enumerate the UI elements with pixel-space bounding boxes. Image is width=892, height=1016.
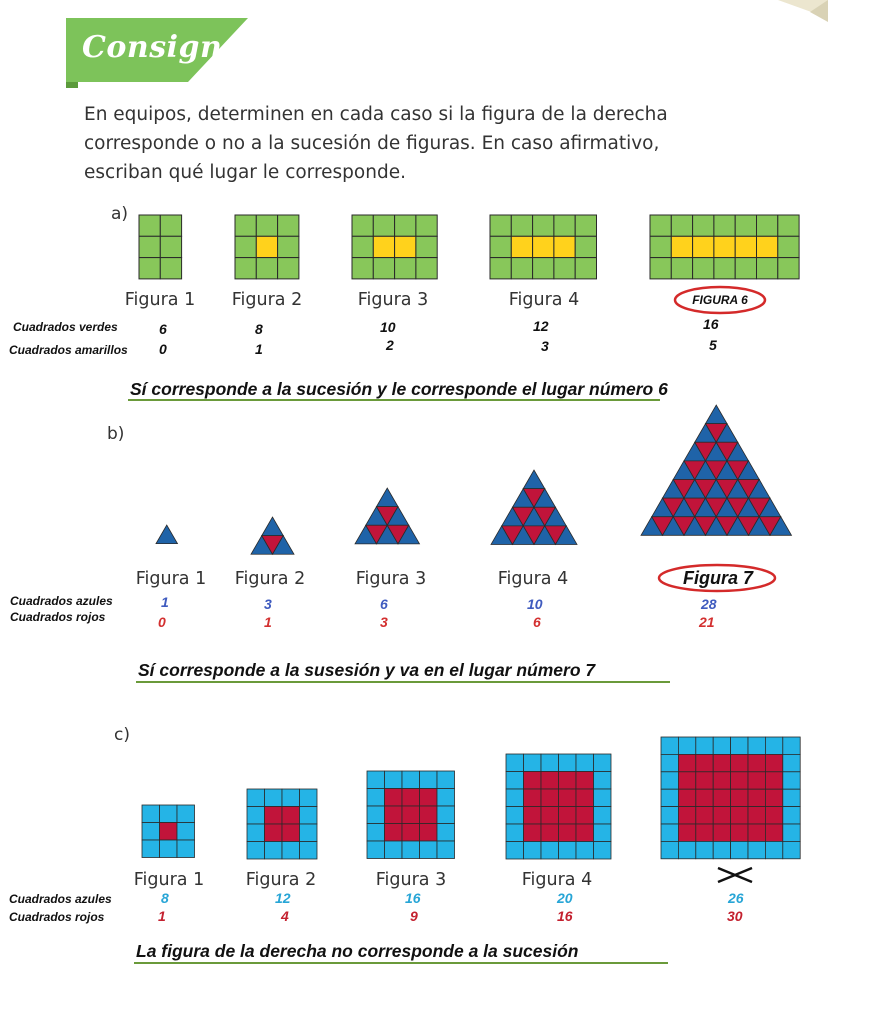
blue-square bbox=[367, 789, 385, 807]
yellow-square bbox=[256, 236, 277, 257]
blue-square bbox=[524, 842, 542, 860]
red-square bbox=[696, 772, 713, 789]
red-square bbox=[576, 772, 594, 790]
blue-square bbox=[282, 842, 300, 860]
red-square bbox=[678, 772, 695, 789]
red-square bbox=[576, 789, 594, 807]
section-b-figure-2-label: Figura 2 bbox=[234, 569, 306, 589]
red-square bbox=[420, 824, 438, 842]
blue-square bbox=[594, 754, 612, 772]
green-square bbox=[235, 258, 256, 279]
blue-square bbox=[142, 840, 160, 858]
blue-square bbox=[506, 754, 524, 772]
section-c-blue-value: 16 bbox=[405, 890, 421, 906]
section-c-figure-4-label: Figura 4 bbox=[521, 870, 593, 890]
section-b-answer: Sí corresponde a la susesión y va en el lugar número 7 bbox=[138, 660, 596, 680]
red-square bbox=[748, 754, 765, 771]
section-c-blue-label: Cuadrados azules bbox=[9, 892, 112, 906]
blue-square bbox=[367, 806, 385, 824]
section-c-red-label: Cuadrados rojos bbox=[9, 910, 105, 924]
yellow-square bbox=[511, 236, 532, 257]
blue-triangle bbox=[706, 405, 728, 424]
section-b-figure-7-label: Figura 7 bbox=[682, 568, 753, 588]
blue-square bbox=[594, 842, 612, 860]
blue-square bbox=[594, 789, 612, 807]
blue-square bbox=[300, 842, 318, 860]
red-square bbox=[576, 807, 594, 825]
blue-square bbox=[177, 823, 195, 841]
red-square bbox=[541, 789, 559, 807]
blue-triangle bbox=[156, 525, 178, 544]
red-square bbox=[541, 807, 559, 825]
section-a-green-value: 16 bbox=[703, 316, 719, 332]
yellow-square bbox=[533, 236, 554, 257]
blue-square bbox=[713, 737, 730, 754]
green-square bbox=[373, 258, 394, 279]
green-square bbox=[554, 258, 575, 279]
blue-square bbox=[247, 807, 265, 825]
blue-square bbox=[506, 842, 524, 860]
red-square bbox=[748, 772, 765, 789]
section-c-blue-value: 12 bbox=[275, 890, 291, 906]
blue-square bbox=[300, 789, 318, 807]
blue-square bbox=[594, 824, 612, 842]
red-square bbox=[282, 807, 300, 825]
section-b-red-value: 3 bbox=[380, 614, 388, 630]
section-b-answer-underline bbox=[136, 681, 670, 683]
green-square bbox=[575, 215, 596, 236]
yellow-square bbox=[735, 236, 756, 257]
red-square bbox=[420, 806, 438, 824]
green-square bbox=[714, 258, 735, 279]
red-square bbox=[731, 772, 748, 789]
section-b-red-value: 0 bbox=[158, 614, 166, 630]
blue-square bbox=[142, 805, 160, 823]
section-c-figure-right bbox=[660, 736, 801, 860]
section-b-red-value: 21 bbox=[699, 614, 715, 630]
section-b-figure-3 bbox=[354, 487, 421, 545]
green-square bbox=[256, 215, 277, 236]
green-square bbox=[533, 258, 554, 279]
section-b-red-label: Cuadrados rojos bbox=[10, 610, 106, 624]
section-a-figure-3 bbox=[351, 214, 438, 280]
section-a-figure-2 bbox=[234, 214, 300, 280]
blue-square bbox=[420, 841, 438, 859]
green-square bbox=[671, 258, 692, 279]
blue-square bbox=[265, 842, 283, 860]
red-square bbox=[265, 824, 283, 842]
section-c-figure-3 bbox=[366, 770, 456, 860]
blue-square bbox=[594, 807, 612, 825]
green-square bbox=[693, 258, 714, 279]
green-square bbox=[735, 258, 756, 279]
blue-triangle bbox=[262, 517, 284, 536]
blue-square bbox=[247, 824, 265, 842]
blue-square bbox=[385, 841, 403, 859]
red-square bbox=[765, 754, 782, 771]
green-square bbox=[139, 258, 160, 279]
red-square bbox=[559, 789, 577, 807]
red-square bbox=[748, 824, 765, 841]
section-c-answer-underline bbox=[134, 962, 668, 964]
blue-square bbox=[748, 841, 765, 858]
section-b-figure-4-label: Figura 4 bbox=[497, 569, 569, 589]
section-a-green-value: 8 bbox=[255, 321, 263, 337]
green-square bbox=[511, 215, 532, 236]
blue-square bbox=[247, 789, 265, 807]
green-square bbox=[650, 236, 671, 257]
blue-triangle bbox=[377, 488, 399, 507]
blue-square bbox=[661, 824, 678, 841]
green-square bbox=[278, 258, 299, 279]
section-b-blue-value: 3 bbox=[264, 596, 272, 612]
blue-square bbox=[576, 754, 594, 772]
section-b-figure-1-label: Figura 1 bbox=[135, 569, 207, 589]
section-a-answer: Sí corresponde a la sucesión y le corresponde el lugar número 6 bbox=[130, 379, 668, 399]
blue-square bbox=[748, 737, 765, 754]
green-square bbox=[533, 215, 554, 236]
green-square bbox=[575, 236, 596, 257]
yellow-square bbox=[671, 236, 692, 257]
section-b-figure-3-label: Figura 3 bbox=[355, 569, 427, 589]
green-square bbox=[352, 215, 373, 236]
blue-square bbox=[678, 737, 695, 754]
blue-square bbox=[783, 841, 800, 858]
section-a-figure-6 bbox=[649, 214, 800, 280]
green-square bbox=[352, 236, 373, 257]
blue-square bbox=[783, 789, 800, 806]
blue-square bbox=[524, 754, 542, 772]
red-square bbox=[765, 772, 782, 789]
blue-square bbox=[402, 841, 420, 859]
blue-square bbox=[559, 842, 577, 860]
blue-square bbox=[177, 840, 195, 858]
green-square bbox=[256, 258, 277, 279]
section-a-green-value: 12 bbox=[533, 318, 549, 334]
green-square bbox=[139, 236, 160, 257]
section-c-figure-1 bbox=[141, 804, 196, 859]
blue-square bbox=[661, 754, 678, 771]
section-b-blue-value: 1 bbox=[161, 594, 169, 610]
section-c-figure-2 bbox=[246, 788, 318, 860]
page-title: Consigna bbox=[82, 30, 243, 65]
red-square bbox=[402, 824, 420, 842]
section-a-label: a) bbox=[111, 204, 129, 224]
red-square bbox=[385, 806, 403, 824]
red-square bbox=[748, 807, 765, 824]
blue-square bbox=[160, 805, 178, 823]
section-b-blue-value: 6 bbox=[380, 596, 388, 612]
yellow-square bbox=[395, 236, 416, 257]
blue-square bbox=[731, 737, 748, 754]
green-square bbox=[575, 258, 596, 279]
green-square bbox=[235, 215, 256, 236]
green-square bbox=[778, 258, 799, 279]
green-square bbox=[511, 258, 532, 279]
blue-square bbox=[385, 771, 403, 789]
blue-square bbox=[367, 771, 385, 789]
section-b-label: b) bbox=[107, 424, 125, 444]
section-a-green-label: Cuadrados verdes bbox=[13, 320, 118, 334]
section-b-blue-value: 10 bbox=[527, 596, 543, 612]
blue-square bbox=[661, 772, 678, 789]
red-square bbox=[402, 789, 420, 807]
red-square bbox=[402, 806, 420, 824]
blue-square bbox=[160, 840, 178, 858]
blue-square bbox=[661, 807, 678, 824]
green-square bbox=[650, 215, 671, 236]
red-square bbox=[385, 824, 403, 842]
green-square bbox=[160, 236, 181, 257]
red-square bbox=[731, 789, 748, 806]
blue-square bbox=[783, 772, 800, 789]
green-square bbox=[554, 215, 575, 236]
section-c-red-value: 9 bbox=[410, 908, 418, 924]
blue-square bbox=[765, 737, 782, 754]
section-c-answer: La figura de la derecha no corresponde a la sucesión bbox=[136, 941, 579, 961]
blue-square bbox=[713, 841, 730, 858]
red-square bbox=[713, 824, 730, 841]
section-c-red-value: 1 bbox=[158, 908, 166, 924]
blue-square bbox=[506, 789, 524, 807]
green-square bbox=[671, 215, 692, 236]
red-square bbox=[765, 807, 782, 824]
section-c-figure-3-label: Figura 3 bbox=[375, 870, 447, 890]
green-square bbox=[139, 215, 160, 236]
red-square bbox=[678, 789, 695, 806]
red-square bbox=[524, 789, 542, 807]
section-b-figure-7 bbox=[640, 404, 793, 536]
section-b-red-value: 6 bbox=[533, 614, 541, 630]
section-a-yellow-value: 2 bbox=[386, 337, 394, 353]
section-c-red-value: 4 bbox=[281, 908, 289, 924]
blue-square bbox=[678, 841, 695, 858]
green-square bbox=[278, 236, 299, 257]
section-a-figure-3-label: Figura 3 bbox=[357, 290, 429, 310]
section-c-blue-value: 20 bbox=[557, 890, 573, 906]
blue-square bbox=[765, 841, 782, 858]
green-square bbox=[373, 215, 394, 236]
section-c-label: c) bbox=[114, 725, 130, 745]
section-a-figure-1 bbox=[138, 214, 183, 280]
green-square bbox=[416, 236, 437, 257]
red-square bbox=[731, 807, 748, 824]
blue-square bbox=[661, 737, 678, 754]
section-b-blue-label: Cuadrados azules bbox=[10, 594, 113, 608]
section-a-answer-underline bbox=[128, 399, 660, 401]
blue-square bbox=[247, 842, 265, 860]
blue-square bbox=[783, 807, 800, 824]
blue-square bbox=[696, 737, 713, 754]
green-square bbox=[416, 215, 437, 236]
yellow-square bbox=[693, 236, 714, 257]
blue-square bbox=[437, 841, 455, 859]
section-b-blue-value: 28 bbox=[701, 596, 717, 612]
red-square bbox=[160, 823, 178, 841]
section-a-green-value: 6 bbox=[159, 321, 167, 337]
green-square bbox=[490, 215, 511, 236]
blue-square bbox=[541, 754, 559, 772]
green-square bbox=[416, 258, 437, 279]
blue-square bbox=[142, 823, 160, 841]
red-square bbox=[576, 824, 594, 842]
green-square bbox=[693, 215, 714, 236]
red-square bbox=[678, 824, 695, 841]
blue-square bbox=[177, 805, 195, 823]
red-square bbox=[765, 789, 782, 806]
red-square bbox=[678, 754, 695, 771]
instructions-text: En equipos, determinen en cada caso si la figura de la derecha corresponde o no a la sucesión de figuras. En caso afirmativo, escriban qué lugar le corresponde. bbox=[84, 104, 668, 183]
green-square bbox=[757, 215, 778, 236]
red-square bbox=[713, 789, 730, 806]
red-square bbox=[696, 754, 713, 771]
red-square bbox=[282, 824, 300, 842]
yellow-square bbox=[373, 236, 394, 257]
blue-square bbox=[783, 754, 800, 771]
blue-square bbox=[506, 807, 524, 825]
blue-square bbox=[437, 771, 455, 789]
red-square bbox=[559, 772, 577, 790]
blue-square bbox=[731, 841, 748, 858]
red-square bbox=[696, 824, 713, 841]
section-c-figure-2-label: Figura 2 bbox=[245, 870, 317, 890]
red-square bbox=[748, 789, 765, 806]
yellow-square bbox=[714, 236, 735, 257]
red-square bbox=[713, 754, 730, 771]
section-a-yellow-value: 0 bbox=[159, 341, 167, 357]
blue-square bbox=[783, 824, 800, 841]
green-square bbox=[160, 258, 181, 279]
blue-square bbox=[437, 789, 455, 807]
yellow-square bbox=[757, 236, 778, 257]
blue-square bbox=[282, 789, 300, 807]
blue-square bbox=[437, 824, 455, 842]
section-c-figure-1-label: Figura 1 bbox=[133, 870, 205, 890]
green-square bbox=[778, 236, 799, 257]
blue-square bbox=[437, 806, 455, 824]
red-square bbox=[696, 807, 713, 824]
blue-square bbox=[594, 772, 612, 790]
red-square bbox=[713, 772, 730, 789]
red-square bbox=[731, 754, 748, 771]
section-a-yellow-value: 3 bbox=[541, 338, 549, 354]
blue-triangle bbox=[523, 470, 545, 489]
blue-square bbox=[541, 842, 559, 860]
blue-square bbox=[506, 824, 524, 842]
green-square bbox=[395, 215, 416, 236]
cross-mark-icon bbox=[716, 866, 754, 884]
section-b-figure-2 bbox=[250, 516, 295, 555]
red-square bbox=[524, 824, 542, 842]
blue-square bbox=[559, 754, 577, 772]
section-a-yellow-label: Cuadrados amarillos bbox=[9, 343, 128, 357]
blue-square bbox=[783, 737, 800, 754]
red-square bbox=[559, 807, 577, 825]
red-square bbox=[765, 824, 782, 841]
section-a-figure-4 bbox=[489, 214, 598, 280]
section-a-figure-1-label: Figura 1 bbox=[124, 290, 196, 310]
green-square bbox=[735, 215, 756, 236]
green-square bbox=[778, 215, 799, 236]
section-a-figure-4-label: Figura 4 bbox=[508, 290, 580, 310]
blue-square bbox=[696, 841, 713, 858]
page-corner-decoration bbox=[778, 0, 838, 24]
red-square bbox=[696, 789, 713, 806]
section-a-yellow-value: 1 bbox=[255, 341, 263, 357]
section-c-red-value: 16 bbox=[557, 908, 573, 924]
section-b-figure-1 bbox=[155, 524, 179, 545]
blue-square bbox=[506, 772, 524, 790]
red-square bbox=[524, 772, 542, 790]
green-square bbox=[490, 236, 511, 257]
blue-square bbox=[367, 841, 385, 859]
section-b-red-value: 1 bbox=[264, 614, 272, 630]
blue-square bbox=[265, 789, 283, 807]
blue-square bbox=[367, 824, 385, 842]
blue-square bbox=[661, 789, 678, 806]
section-a-green-value: 10 bbox=[380, 319, 396, 335]
green-square bbox=[395, 258, 416, 279]
blue-square bbox=[420, 771, 438, 789]
green-square bbox=[160, 215, 181, 236]
blue-square bbox=[402, 771, 420, 789]
blue-square bbox=[576, 842, 594, 860]
red-square bbox=[420, 789, 438, 807]
blue-square bbox=[661, 841, 678, 858]
red-square bbox=[524, 807, 542, 825]
section-c-red-value: 30 bbox=[727, 908, 743, 924]
green-square bbox=[714, 215, 735, 236]
section-a-figure-2-label: Figura 2 bbox=[231, 290, 303, 310]
blue-square bbox=[300, 824, 318, 842]
section-c-blue-value: 8 bbox=[161, 890, 169, 906]
red-square bbox=[385, 789, 403, 807]
section-c-figure-4 bbox=[505, 753, 612, 860]
blue-square bbox=[300, 807, 318, 825]
section-a-yellow-value: 5 bbox=[709, 337, 717, 353]
red-square bbox=[559, 824, 577, 842]
red-square bbox=[731, 824, 748, 841]
green-square bbox=[352, 258, 373, 279]
red-square bbox=[541, 824, 559, 842]
section-b-figure-4 bbox=[490, 469, 578, 545]
red-square bbox=[713, 807, 730, 824]
red-square bbox=[541, 772, 559, 790]
green-square bbox=[235, 236, 256, 257]
green-square bbox=[490, 258, 511, 279]
green-square bbox=[650, 258, 671, 279]
yellow-square bbox=[554, 236, 575, 257]
section-a-figure-6-label: FIGURA 6 bbox=[692, 293, 748, 307]
section-c-blue-value: 26 bbox=[728, 890, 744, 906]
green-square bbox=[278, 215, 299, 236]
red-square bbox=[678, 807, 695, 824]
green-square bbox=[757, 258, 778, 279]
red-square bbox=[265, 807, 283, 825]
